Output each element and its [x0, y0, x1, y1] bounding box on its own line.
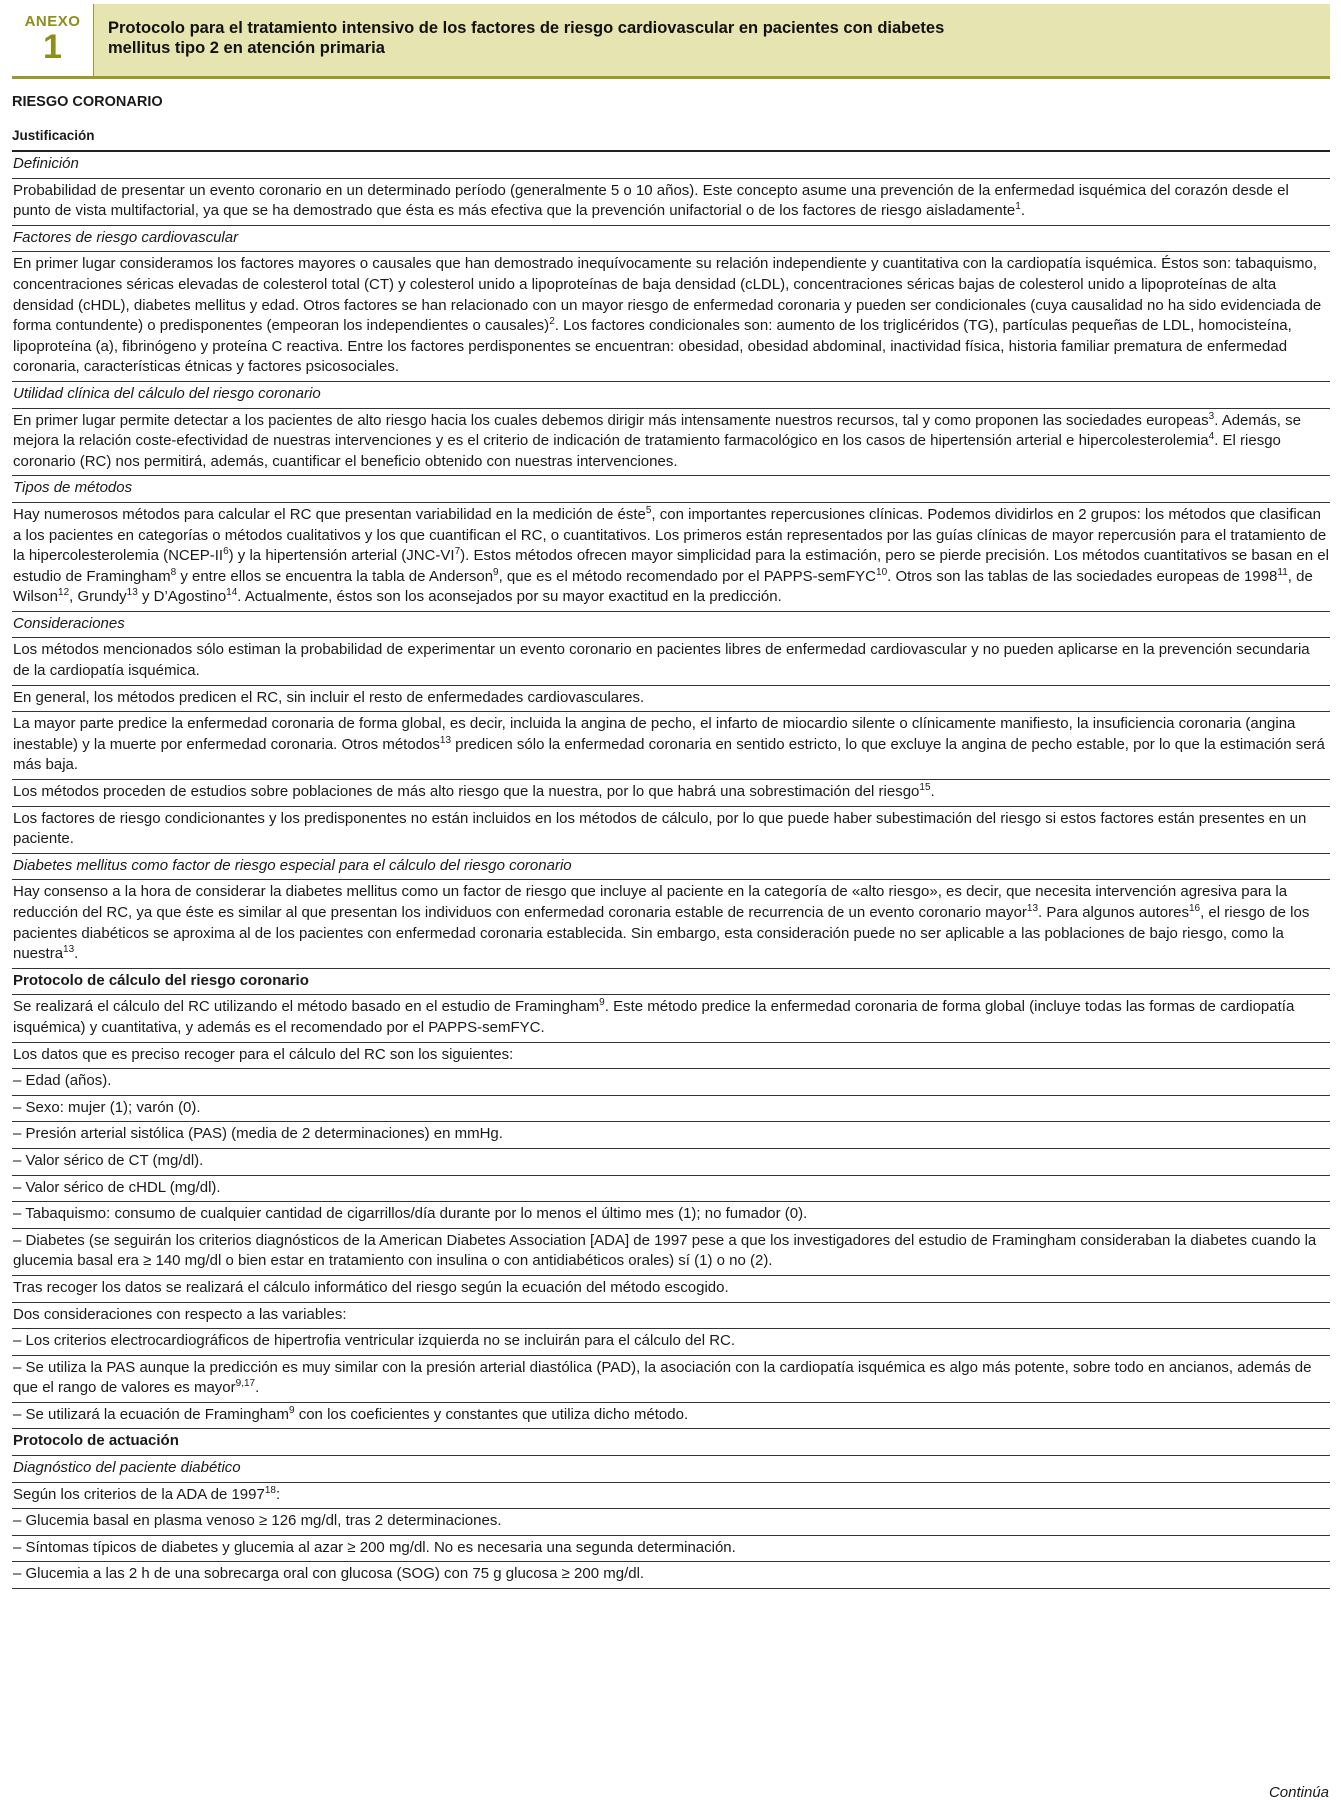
- table-row: – Glucemia a las 2 h de una sobrecarga oral con glucosa (SOG) con 75 g glucosa ≥ 200 mg/dl.: [12, 1562, 1330, 1589]
- annex-badge: [12, 4, 94, 76]
- table-row: Hay consenso a la hora de considerar la diabetes mellitus como un factor de riesgo que incluye al paciente en la categoría de «alto riesgo», es decir, que necesita intervención agresiva para la reducción del RC, ya que éste es similar al que presentan los individuos con enfermedad coronaria estable de recurrencia de un evento coronario mayor$^{13}$. Para algunos autores$^{16}$, el riesgo de los pacientes diabéticos se aproxima al de los pacientes con enfermedad coronaria establecida. Sin embargo, esta consideración puede no ser aplicable a las poblaciones de bajo riesgo, como la nuestra$^{13}$.: [12, 880, 1330, 968]
- row-heading: Definición: [12, 152, 1330, 179]
- table-row: – Diabetes (se seguirán los criterios diagnósticos de la American Diabetes Association [ADA] de 1997 pese a que los investigadores del estudio de Framingham consideraban la diabetes cuando la glucemia basal era ≥ 140 mg/dl o bien estar en tratamiento con insulina o con antidiabéticos orales) sí (1) o no (2).: [12, 1229, 1330, 1276]
- table-row: – Los criterios electrocardiográficos de hipertrofia ventricular izquierda no se incluirán para el cálculo del RC.: [12, 1329, 1330, 1356]
- row-heading: Consideraciones: [12, 612, 1330, 639]
- table-row: – Valor sérico de CT (mg/dl).: [12, 1149, 1330, 1176]
- table-row: – Se utiliza la PAS aunque la predicción es muy similar con la presión arterial diastólica (PAD), la asociación con la cardiopatía isquémica es algo más potente, sobre todo en ancianos, además de que el rango de valores es mayor$^{9,17}$.: [12, 1356, 1330, 1403]
- continue-note: Continúa: [1268, 1784, 1329, 1801]
- table-row: Dos consideraciones con respecto a las variables:: [12, 1303, 1330, 1330]
- table-row: Los métodos proceden de estudios sobre poblaciones de más alto riesgo que la nuestra, por lo que habrá una sobrestimación del riesgo$^{15}$.: [12, 780, 1330, 807]
- table-row: Los métodos mencionados sólo estiman la probabilidad de experimentar un evento coronario en pacientes libres de enfermedad cardiovascular y no pueden aplicarse en la prevención secundaria de la cardiopatía isquémica.: [12, 638, 1330, 685]
- table-row: Según los criterios de la ADA de 1997$^{18}$:: [12, 1483, 1330, 1510]
- table-row: Probabilidad de presentar un evento coronario en un determinado período (generalmente 5 o 10 años). Este concepto asume una prevención de la enfermedad isquémica del corazón desde el punto de vista multifactorial, ya que se ha demostrado que ésta es más efectiva que la prevención unifactorial o de los factores de riesgo aisladamente$^1$.: [12, 179, 1330, 226]
- row-heading: Factores de riesgo cardiovascular: [12, 226, 1330, 253]
- table-row: – Presión arterial sistólica (PAS) (media de 2 determinaciones) en mmHg.: [12, 1122, 1330, 1149]
- document-page: [12, 4, 1330, 1589]
- table-row: – Síntomas típicos de diabetes y glucemia al azar ≥ 200 mg/dl. No es necesaria una segunda determinación.: [12, 1536, 1330, 1563]
- annex-header: [12, 4, 1330, 79]
- table-row: Los factores de riesgo condicionantes y los predisponentes no están incluidos en los métodos de cálculo, por lo que puede haber subestimación del riesgo si estos factores están presentes en un paciente.: [12, 807, 1330, 854]
- content-table: [12, 150, 1330, 1589]
- table-row: Tras recoger los datos se realizará el cálculo informático del riesgo según la ecuación del método escogido.: [12, 1276, 1330, 1303]
- annex-title-line2: mellitus tipo 2 en atención primaria: [108, 39, 385, 57]
- table-row: – Glucemia basal en plasma venoso ≥ 126 mg/dl, tras 2 determinaciones.: [12, 1509, 1330, 1536]
- table-row: Se realizará el cálculo del RC utilizando el método basado en el estudio de Framingham$^9$. Este método predice la enfermedad coronaria de forma global (incluye todas las formas de cardiopatía isquémica) y cuantitativa, y además es el recomendado por el PAPPS-semFYC.: [12, 995, 1330, 1042]
- annex-number: 1: [43, 28, 62, 66]
- table-row: En primer lugar permite detectar a los pacientes de alto riesgo hacia los cuales debemos dirigir más intensamente nuestros recursos, tal y como proponen las sociedades europeas$^3$. Además, se mejora la relación coste-efectividad de nuestras intervenciones y es el criterio de indicación de tratamiento farmacológico en los casos de hipertensión arterial e hipercolesterolemia$^4$. El riesgo coronario (RC) nos permitirá, además, cuantificar el beneficio obtenido con nuestras intervenciones.: [12, 409, 1330, 477]
- annex-label: ANEXO: [24, 13, 81, 30]
- row-section-heading: Protocolo de actuación: [12, 1429, 1330, 1456]
- section-title: RIESGO CORONARIO: [12, 94, 163, 110]
- annex-title: [94, 4, 1330, 76]
- table-row: – Se utilizará la ecuación de Framingham$^9$ con los coeficientes y constantes que utiliza dicho método.: [12, 1403, 1330, 1430]
- row-heading: Diabetes mellitus como factor de riesgo especial para el cálculo del riesgo coronario: [12, 854, 1330, 881]
- table-row: En primer lugar consideramos los factores mayores o causales que han demostrado inequívocamente su relación independiente y cuantitativa con la cardiopatía isquémica. Éstos son: tabaquismo, concentraciones séricas elevadas de colesterol total (CT) y colesterol unido a lipoproteínas de baja densidad (cLDL), concentraciones séricas bajas de colesterol unido a lipoproteínas de alta densidad (cHDL), diabetes mellitus y edad. Otros factores se han relacionado con un mayor riesgo de enfermedad coronaria y pueden ser condicionales (cuya causalidad no ha sido evidenciada de forma contundente) o predisponentes (empeoran los independientes o causales)$^2$. Los factores condicionales son: aumento de los triglicéridos (TG), partículas pequeñas de LDL, homocisteína, lipoproteína (a), fibrinógeno y proteína C reactiva. Entre los factores perdisponentes se encuentran: obesidad, obesidad abdominal, inactividad física, historia familiar prematura de enfermedad coronaria, características étnicas y factores psicosociales.: [12, 252, 1330, 382]
- row-heading: Diagnóstico del paciente diabético: [12, 1456, 1330, 1483]
- row-section-heading: Protocolo de cálculo del riesgo coronario: [12, 969, 1330, 996]
- row-heading: Tipos de métodos: [12, 476, 1330, 503]
- table-row: En general, los métodos predicen el RC, sin incluir el resto de enfermedades cardiovasculares.: [12, 686, 1330, 713]
- table-row: Los datos que es preciso recoger para el cálculo del RC son los siguientes:: [12, 1043, 1330, 1070]
- row-heading: Utilidad clínica del cálculo del riesgo coronario: [12, 382, 1330, 409]
- table-row: – Tabaquismo: consumo de cualquier cantidad de cigarrillos/día durante por lo menos el último mes (1); no fumador (0).: [12, 1202, 1330, 1229]
- table-row: La mayor parte predice la enfermedad coronaria de forma global, es decir, incluida la angina de pecho, el infarto de miocardio silente o clínicamente manifiesto, la insuficiencia coronaria (angina inestable) y la muerte por enfermedad coronaria. Otros métodos$^{13}$ predicen sólo la enfermedad coronaria en sentido estricto, lo que excluye la angina de pecho estable, por lo que la estimación será más baja.: [12, 712, 1330, 780]
- table-row: – Sexo: mujer (1); varón (0).: [12, 1096, 1330, 1123]
- table-row: Hay numerosos métodos para calcular el RC que presentan variabilidad en la medición de éste$^5$, con importantes repercusiones clínicas. Podemos dividirlos en 2 grupos: los métodos que clasifican a los pacientes en categorías o métodos cualitativos y los que cuantifican el RC, o cuantitativos. Los primeros están representados por las guías clínicas de mayor repercusión para el tratamiento de la hipercolesterolemia $(NCEP-II^6)$ y la hipertensión arterial $(JNC-VI^7)$. Estos métodos ofrecen mayor simplicidad para la estimación, pero se pierde precisión. Los métodos cuantitativos se basan en el estudio de Framingham$^8$ y entre ellos se encuentra la tabla de Anderson$^9$, que es el método recomendado por el PAPPS-semFYC$^{10}$. Otros son las tablas de las sociedades europeas de 1998$^{11}$, de Wilson$^{12}$, Grundy$^{13}$ y D’Agostino$^{14}$. Actualmente, éstos son los aconsejados por su mayor exactitud en la predicción.: [12, 503, 1330, 612]
- table-row: – Valor sérico de cHDL (mg/dl).: [12, 1176, 1330, 1203]
- subsection-title: Justificación: [12, 128, 95, 143]
- table-row: – Edad (años).: [12, 1069, 1330, 1096]
- annex-title-line1: Protocolo para el tratamiento intensivo de los factores de riesgo cardiovascular en pacientes con diabetes: [108, 19, 945, 37]
